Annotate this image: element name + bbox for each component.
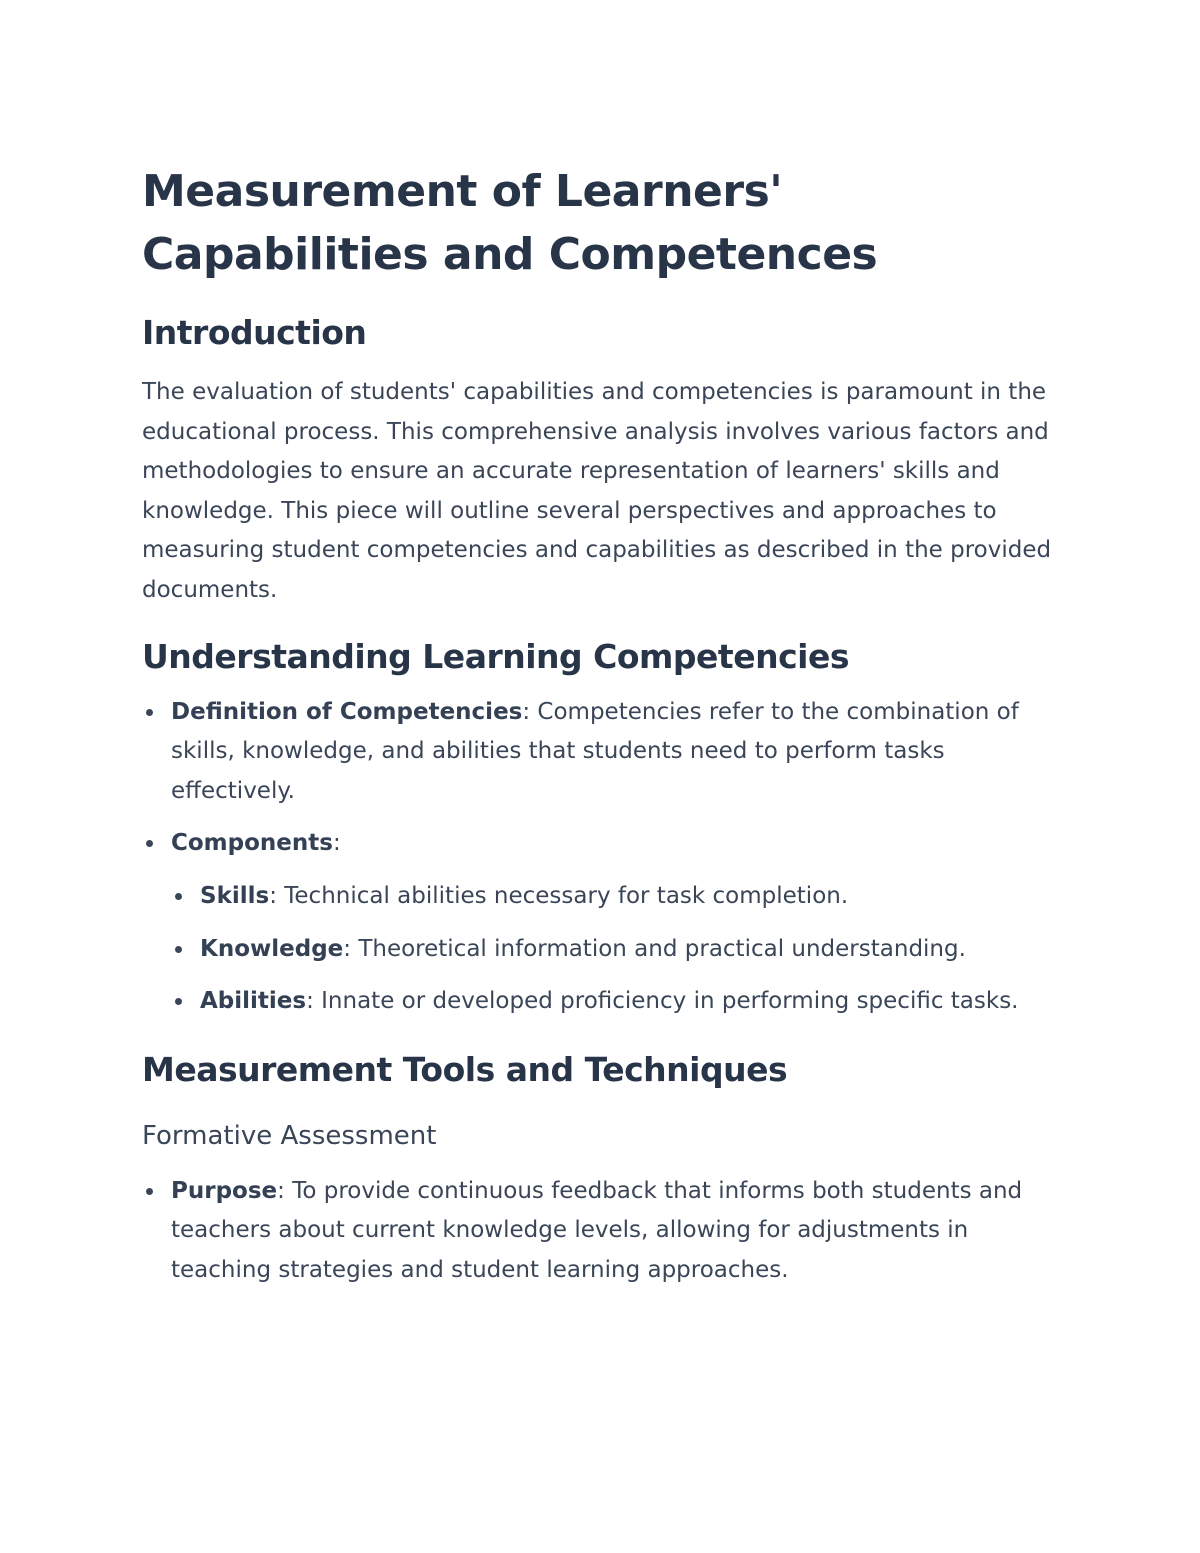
bullet-icon [146, 709, 153, 716]
sublist-item-text: : Theoretical information and practical understanding. [343, 935, 966, 962]
sublist-item-term: Abilities [200, 988, 307, 1015]
components-sublist [171, 877, 1062, 1022]
list-item-text: : Competencies refer to the combination of skills, knowledge, and abilities that students need to perform tasks effectively. [171, 698, 1019, 804]
sublist-item-text: : Innate or developed proficiency in performing specific tasks. [306, 988, 1019, 1015]
understanding-competencies-heading: Understanding Learning Competencies [142, 636, 849, 676]
list-item-definition [142, 693, 1062, 812]
sublist-item-abilities [171, 982, 1062, 1022]
list-item-text: : [332, 830, 341, 857]
introduction-paragraph: The evaluation of students' capabilities and competencies is paramount in the educational process. This comprehensive analysis involves various factors and methodologies to ensure an accurate representation of learners' skills and knowledge. This piece will outline several perspectives and approaches to measuring student competencies and capabilities as described in the provided documents. [142, 379, 1052, 603]
bullet-icon [175, 946, 182, 953]
list-item-purpose [142, 1172, 1062, 1291]
sublist-item-term: Knowledge [200, 935, 344, 962]
list-item-term: Purpose [171, 1177, 278, 1204]
list-item-components [142, 824, 1062, 1021]
list-item-term: Components [171, 830, 333, 857]
document-page [142, 160, 1062, 1291]
introduction-heading: Introduction [142, 313, 367, 352]
formative-assessment-subheading: Formative Assessment [142, 1120, 437, 1151]
list-item-text: : To provide continuous feedback that informs both students and teachers about current knowledge levels, allowing for adjustments in teaching strategies and student learning approaches. [171, 1177, 1023, 1283]
bullet-icon [175, 998, 182, 1005]
sublist-item-skills [171, 877, 1062, 917]
understanding-competencies-list [142, 693, 1062, 1022]
bullet-icon [175, 893, 182, 900]
bullet-icon [146, 1188, 153, 1195]
list-item-term: Definition of Competencies [171, 698, 523, 725]
document-title: Measurement of Learners' Capabilities and Competences [142, 166, 878, 280]
formative-assessment-list [142, 1172, 1062, 1291]
sublist-item-text: : Technical abilities necessary for task completion. [269, 882, 849, 909]
sublist-item-knowledge [171, 930, 1062, 970]
bullet-icon [146, 840, 153, 847]
measurement-tools-heading: Measurement Tools and Techniques [142, 1049, 788, 1089]
sublist-item-term: Skills [200, 882, 270, 909]
